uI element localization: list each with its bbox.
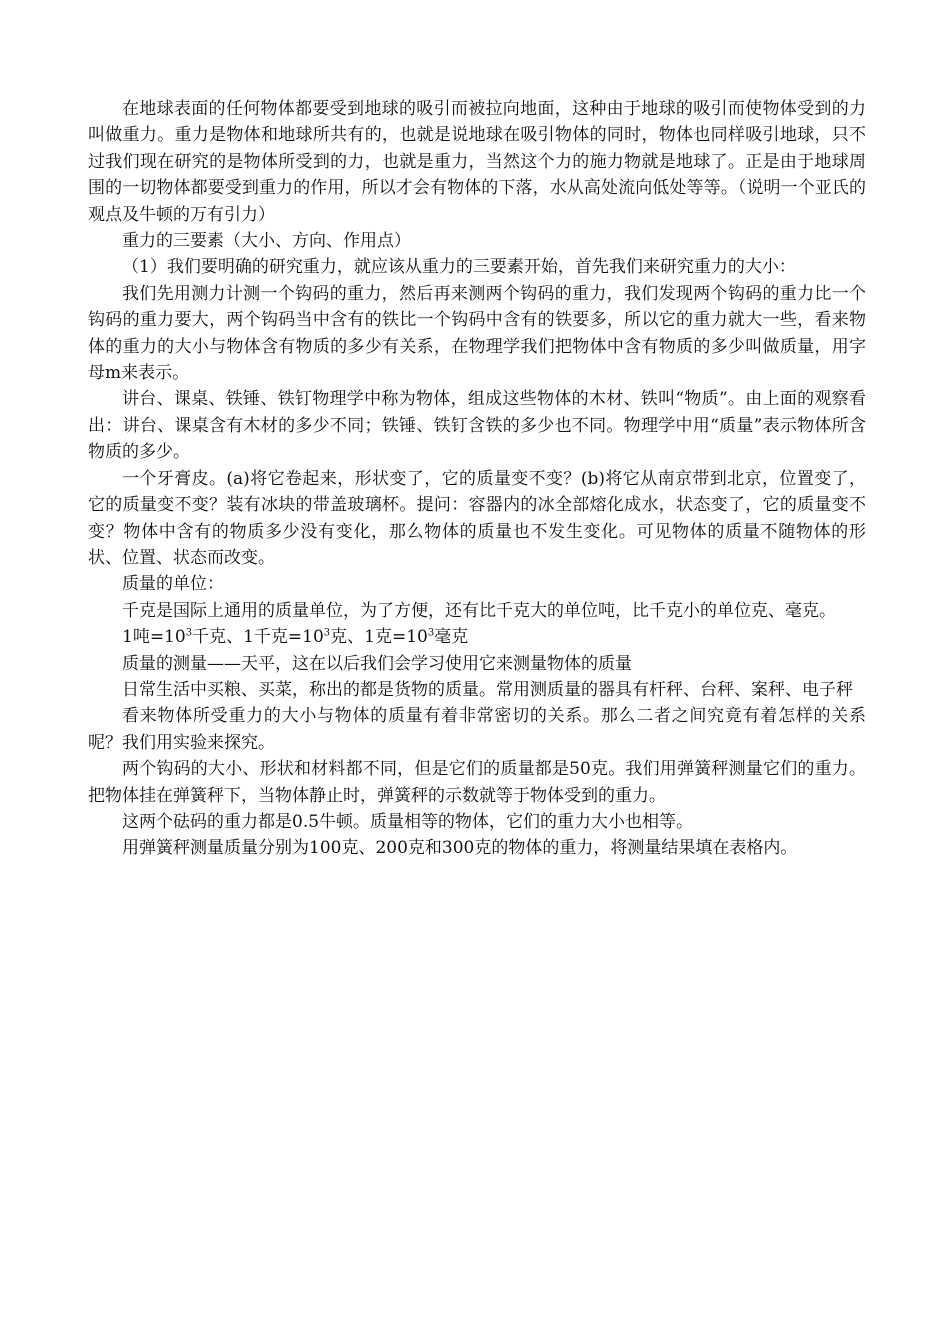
paragraph-kilogram: 千克是国际上通用的质量单位，为了方便，还有比千克大的单位吨，比千克小的单位克、毫克。	[122, 600, 836, 621]
paragraph-three-elements: 重力的三要素（大小、方向、作用点）	[122, 231, 411, 252]
unit-exponent-2: 3	[323, 627, 331, 639]
paragraph-relationship: 看来物体所受重力的大小与物体的质量有着非常密切的关系。那么二者之间究竟有着怎样的关系呢？我们用实验来探究。	[88, 706, 866, 753]
paragraph-balance: 质量的测量——天平，这在以后我们会学习使用它来测量物体的质量	[122, 653, 632, 674]
paragraph-spring-scale: 两个钩码的大小、形状和材料都不同，但是它们的质量都是50克。我们用弹簧秤测量它们的重力。把物体挂在弹簧秤下，当物体静止时，弹簧秤的示数就等于物体受到的重力。	[88, 759, 866, 806]
paragraph-toothpaste-example: 一个牙膏皮。(a)将它卷起来，形状变了，它的质量变不变？(b)将它从南京带到北京，位置变了，它的质量变不变？装有冰块的带盖玻璃杯。提问：容器内的冰全部熔化成水，状态变了，它的质量变不变？物体中含有的物质多少没有变化，那么物体的质量也不发生变化。可见物体的质量不随物体的形状、位置、状态而改变。	[88, 468, 866, 568]
paragraph-gravity-definition: 在地球表面的任何物体都要受到地球的吸引而被拉向地面，这种由于地球的吸引而使物体受到的力叫做重力。重力是物体和地球所共有的，也就是说地球在吸引物体的同时，物体也同样吸引地球，只不过我们现在研究的是物体所受到的力，也就是重力，当然这个力的施力物就是地球了。正是由于地球周围的一切物体都要受到重力的作用，所以才会有物体的下落，水从高处流向低处等等。（说明一个亚氏的观点及牛顿的万有引力）	[88, 99, 866, 225]
document-body	[88, 96, 866, 862]
paragraph-matter-definition: 讲台、课桌、铁锤、铁钉物理学中称为物体，组成这些物体的木材、铁叫“物质”。由上面的观察看出：讲台、课桌含有木材的多少不同；铁锤、铁钉含铁的多少也不同。物理学中用“质量”表示物体所含物质的多少。	[88, 389, 866, 463]
paragraph-unit-conversion	[88, 624, 866, 650]
unit-exponent-3: 3	[427, 627, 435, 639]
unit-exponent-1: 3	[185, 627, 193, 639]
paragraph-daily-life: 日常生活中买粮、买菜，称出的都是货物的质量。常用测质量的器具有杆秤、台秤、案秤、电子秤	[122, 679, 853, 700]
paragraph-measurement-task: 用弹簧秤测量质量分别为100克、200克和300克的物体的重力，将测量结果填在表格内。	[122, 838, 798, 859]
unit-text-4: 毫克	[434, 627, 469, 648]
unit-text-2: 千克、1千克=10	[192, 627, 324, 648]
unit-text-3: 克、1克=10	[330, 627, 428, 648]
paragraph-equal-weights: 这两个砝码的重力都是0.5牛顿。质量相等的物体，它们的重力大小也相等。	[122, 811, 694, 832]
paragraph-mass-unit-heading: 质量的单位：	[122, 574, 224, 595]
paragraph-hook-weights: 我们先用测力计测一个钩码的重力，然后再来测两个钩码的重力，我们发现两个钩码的重力比一个钩码的重力要大，两个钩码当中含有的铁比一个钩码中含有的铁要多，所以它的重力就大一些，看来物体的重力的大小与物体含有物质的多少有关系，在物理学我们把物体中含有物质的多少叫做质量，用字母m来表示。	[88, 283, 866, 384]
paragraph-study-magnitude: （1）我们要明确的研究重力，就应该从重力的三要素开始，首先我们来研究重力的大小：	[122, 257, 796, 278]
unit-text-1: 1吨=10	[122, 627, 186, 648]
